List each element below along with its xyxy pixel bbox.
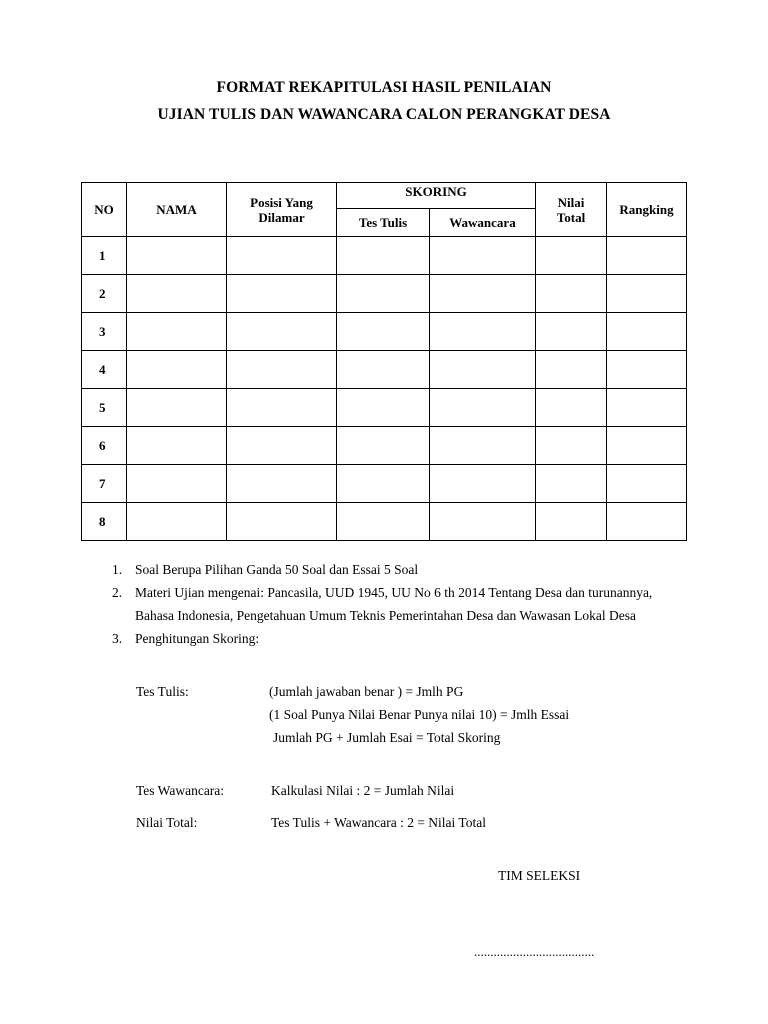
- cell-nilai-total: [536, 465, 607, 503]
- list-number: 3.: [112, 631, 123, 646]
- cell-nilai-total: [536, 503, 607, 541]
- wawancara-label: Tes Wawancara:: [136, 783, 225, 798]
- header-rangking: Rangking: [607, 183, 687, 237]
- list-number: 1.: [112, 562, 123, 577]
- cell-rangking: [607, 351, 687, 389]
- signature-line: .....................................: [474, 944, 595, 959]
- cell-tes-tulis: [337, 275, 430, 313]
- cell-nama: [127, 275, 227, 313]
- list-text: Soal Berupa Pilihan Ganda 50 Soal dan Essai 5 Soal: [135, 562, 419, 577]
- cell-wawancara: [430, 237, 536, 275]
- cell-no: 2: [82, 275, 127, 313]
- cell-tes-tulis: [337, 389, 430, 427]
- list-number: 2.: [112, 585, 123, 600]
- cell-rangking: [607, 427, 687, 465]
- tes-tulis-formula-3: Jumlah PG + Jumlah Esai = Total Skoring: [273, 730, 501, 745]
- table-row: [82, 503, 687, 541]
- table-row: [82, 427, 687, 465]
- header-nama: NAMA: [127, 183, 227, 237]
- cell-wawancara: [430, 503, 536, 541]
- cell-rangking: [607, 313, 687, 351]
- cell-posisi: [227, 237, 337, 275]
- recap-table: [81, 182, 687, 541]
- header-skoring: SKORING: [337, 183, 536, 209]
- cell-no: 7: [82, 465, 127, 503]
- nilai-total-label: Nilai Total:: [136, 815, 198, 830]
- cell-rangking: [607, 389, 687, 427]
- cell-wawancara: [430, 351, 536, 389]
- header-nilai-total: Nilai Total: [536, 183, 607, 237]
- list-item: [112, 581, 672, 627]
- list-text: Materi Ujian mengenai: Pancasila, UUD 1945, UU No 6 th 2014 Tentang Desa dan turunannya, Bahasa Indonesia, Pengetahuan Umum Teknis Pemerintahan Desa dan Wawasan Lokal Desa: [135, 585, 653, 623]
- cell-nilai-total: [536, 389, 607, 427]
- cell-rangking: [607, 275, 687, 313]
- tes-tulis-label: Tes Tulis:: [136, 684, 189, 699]
- document-title: FORMAT REKAPITULASI HASIL PENILAIAN: [216, 79, 552, 96]
- table-body: [82, 237, 687, 541]
- cell-rangking: [607, 503, 687, 541]
- list-item: [112, 627, 672, 650]
- cell-posisi: [227, 427, 337, 465]
- cell-wawancara: [430, 313, 536, 351]
- cell-tes-tulis: [337, 351, 430, 389]
- cell-no: 6: [82, 427, 127, 465]
- cell-rangking: [607, 465, 687, 503]
- cell-nama: [127, 427, 227, 465]
- cell-nama: [127, 389, 227, 427]
- table-row: [82, 465, 687, 503]
- cell-nama: [127, 465, 227, 503]
- cell-wawancara: [430, 275, 536, 313]
- cell-no: 8: [82, 503, 127, 541]
- cell-nama: [127, 503, 227, 541]
- cell-nilai-total: [536, 237, 607, 275]
- cell-no: 5: [82, 389, 127, 427]
- table-row: [82, 389, 687, 427]
- cell-posisi: [227, 313, 337, 351]
- cell-tes-tulis: [337, 503, 430, 541]
- cell-rangking: [607, 237, 687, 275]
- header-wawancara: Wawancara: [430, 209, 536, 237]
- list-item: [112, 558, 672, 581]
- table-row: [82, 237, 687, 275]
- notes-list: [112, 558, 672, 650]
- header-no: NO: [82, 183, 127, 237]
- cell-posisi: [227, 275, 337, 313]
- tes-tulis-formula-1: (Jumlah jawaban benar ) = Jmlh PG: [269, 684, 464, 699]
- header-tes-tulis: Tes Tulis: [337, 209, 430, 237]
- cell-posisi: [227, 503, 337, 541]
- document-subtitle: UJIAN TULIS DAN WAWANCARA CALON PERANGKAT DESA: [157, 106, 611, 123]
- cell-tes-tulis: [337, 313, 430, 351]
- cell-wawancara: [430, 465, 536, 503]
- cell-nama: [127, 313, 227, 351]
- cell-nilai-total: [536, 351, 607, 389]
- cell-posisi: [227, 351, 337, 389]
- table-row: [82, 351, 687, 389]
- list-text: Penghitungan Skoring:: [135, 631, 260, 646]
- cell-nama: [127, 351, 227, 389]
- wawancara-formula: Kalkulasi Nilai : 2 = Jumlah Nilai: [271, 783, 455, 798]
- cell-tes-tulis: [337, 465, 430, 503]
- cell-nilai-total: [536, 313, 607, 351]
- team-signature-title: TIM SELEKSI: [498, 868, 581, 883]
- cell-nilai-total: [536, 427, 607, 465]
- cell-wawancara: [430, 427, 536, 465]
- cell-tes-tulis: [337, 237, 430, 275]
- header-posisi: Posisi Yang Dilamar: [227, 183, 337, 237]
- tes-tulis-formula-2: (1 Soal Punya Nilai Benar Punya nilai 10) = Jmlh Essai: [269, 707, 570, 722]
- nilai-total-formula: Tes Tulis + Wawancara : 2 = Nilai Total: [271, 815, 486, 830]
- cell-no: 3: [82, 313, 127, 351]
- cell-tes-tulis: [337, 427, 430, 465]
- cell-posisi: [227, 465, 337, 503]
- cell-wawancara: [430, 389, 536, 427]
- cell-no: 1: [82, 237, 127, 275]
- cell-nilai-total: [536, 275, 607, 313]
- table-row: [82, 313, 687, 351]
- cell-nama: [127, 237, 227, 275]
- cell-no: 4: [82, 351, 127, 389]
- table-row: [82, 275, 687, 313]
- cell-posisi: [227, 389, 337, 427]
